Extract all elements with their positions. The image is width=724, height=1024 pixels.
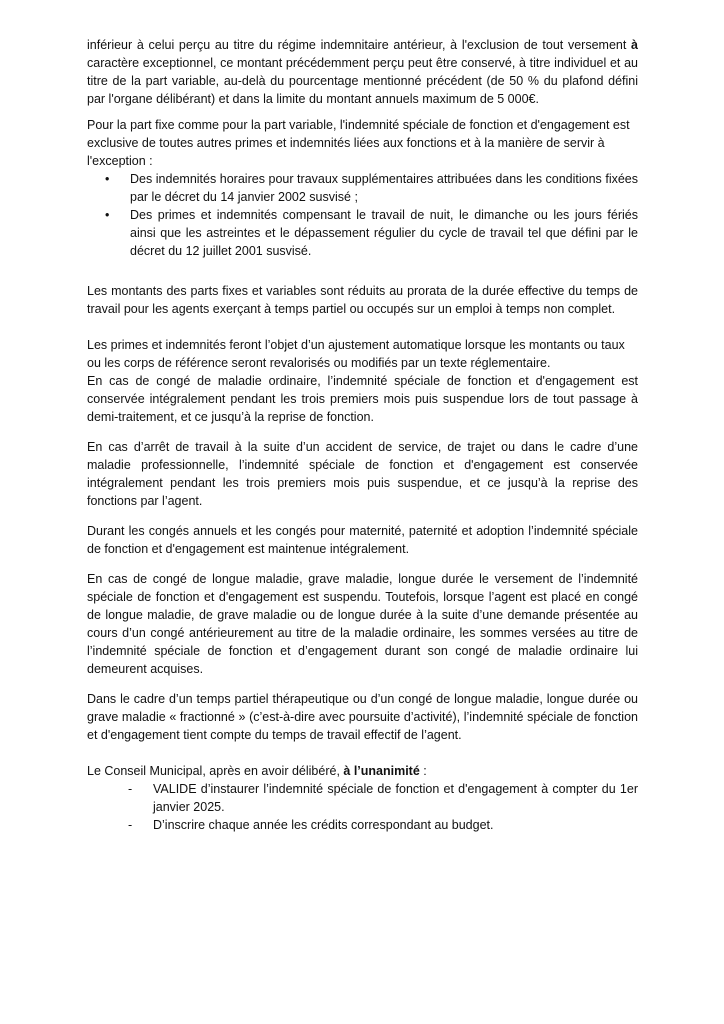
list-item: - VALIDE d’instaurer l’indemnité spéciale de fonction et d'engagement à compter du 1er janvier 2025. [128, 782, 638, 814]
paragraph-adjustment: Les primes et indemnités feront l’objet d’un ajustement automatique lorsque les montants ou taux ou les corps de référence seront revalorisés ou modifiés par un texte réglementaire. [87, 338, 625, 370]
exceptions-list [87, 170, 638, 260]
bullet-marker: • [105, 208, 110, 222]
bullet-marker: • [105, 172, 110, 186]
dash-marker: - [128, 782, 133, 796]
list-item: • Des primes et indemnités compensant le travail de nuit, le dimanche ou les jours fériés ainsi que les astreintes et le dépassement régulier du cycle de travail tel que défini par le décret du 12 juillet 2001 susvisé. [105, 208, 638, 258]
paragraph-exclusivity: Pour la part fixe comme pour la part variable, l'indemnité spéciale de fonction et d'engagement est exclusive de toutes autres primes et indemnités liées aux fonctions et à la manière de servir à l'exception : [87, 118, 630, 168]
paragraph-long-illness: En cas de congé de longue maladie, grave maladie, longue durée le versement de l’indemnité spéciale de fonction et d'engagement est suspendu. Toutefois, lorsque l’agent est placé en congé de longue maladie, de grave maladie ou de longue durée à la suite d’une demande présentée au cours d’un congé antérieurement au titre de la maladie ordinaire, les sommes versées au titre de l’indemnité spéciale de fonction et d’engagement durant son congé de maladie ordinaire lui demeurent acquises. [87, 572, 638, 676]
paragraph-exclusion-threshold: inférieur à celui perçu au titre du régime indemnitaire antérieur, à l'exclusion de tout versement à caractère exceptionnel, ce montant précédemment perçu peut être conservé, à titre individuel et au titre de la part variable, au-delà du pourcentage mentionné précédent (de 50 % du plafond défini par l'organe délibérant) et dans la limite du montant annuels maximum de 5 000€. [87, 38, 638, 106]
dash-marker: - [128, 818, 133, 832]
paragraph-prorata: Les montants des parts fixes et variables sont réduits au prorata de la durée effective du temps de travail pour les agents exerçant à temps partiel ou occupés sur un emploi à temps non complet. [87, 284, 638, 316]
paragraph-work-accident: En cas d’arrêt de travail à la suite d’un accident de service, de trajet ou dans le cadre d’une maladie professionnelle, l’indemnité spéciale de fonction et d'engagement est conservée intégralement pendant les trois premiers mois puis suspendue, et ce jusqu’à la reprise des fonctions par l’agent. [87, 440, 638, 508]
decisions-list [87, 780, 638, 834]
paragraph-sick-leave: En cas de congé de maladie ordinaire, l’indemnité spéciale de fonction et d'engagement est conservée intégralement pendant les trois premiers mois puis suspendue lors de tout passage à demi-traitement, et ce jusqu’à la reprise de fonction. [87, 374, 638, 424]
list-item: • Des indemnités horaires pour travaux supplémentaires attribuées dans les conditions fixées par le décret du 14 janvier 2002 susvisé ; [105, 172, 638, 204]
paragraph-annual-leave: Durant les congés annuels et les congés pour maternité, paternité et adoption l’indemnité spéciale de fonction et d'engagement est maintenue intégralement. [87, 524, 638, 556]
council-decision: Le Conseil Municipal, après en avoir délibéré, à l’unanimité : [87, 764, 427, 778]
paragraph-part-time-therapeutic: Dans le cadre d’un temps partiel thérapeutique ou d’un congé de longue maladie, longue durée ou grave maladie « fractionné » (c’est-à-dire avec poursuite d’activité), l’indemnité spéciale de fonction et d'engagement tient compte du temps de travail effectif de l’agent. [87, 692, 638, 742]
list-item: - D’inscrire chaque année les crédits correspondant au budget. [128, 818, 494, 832]
